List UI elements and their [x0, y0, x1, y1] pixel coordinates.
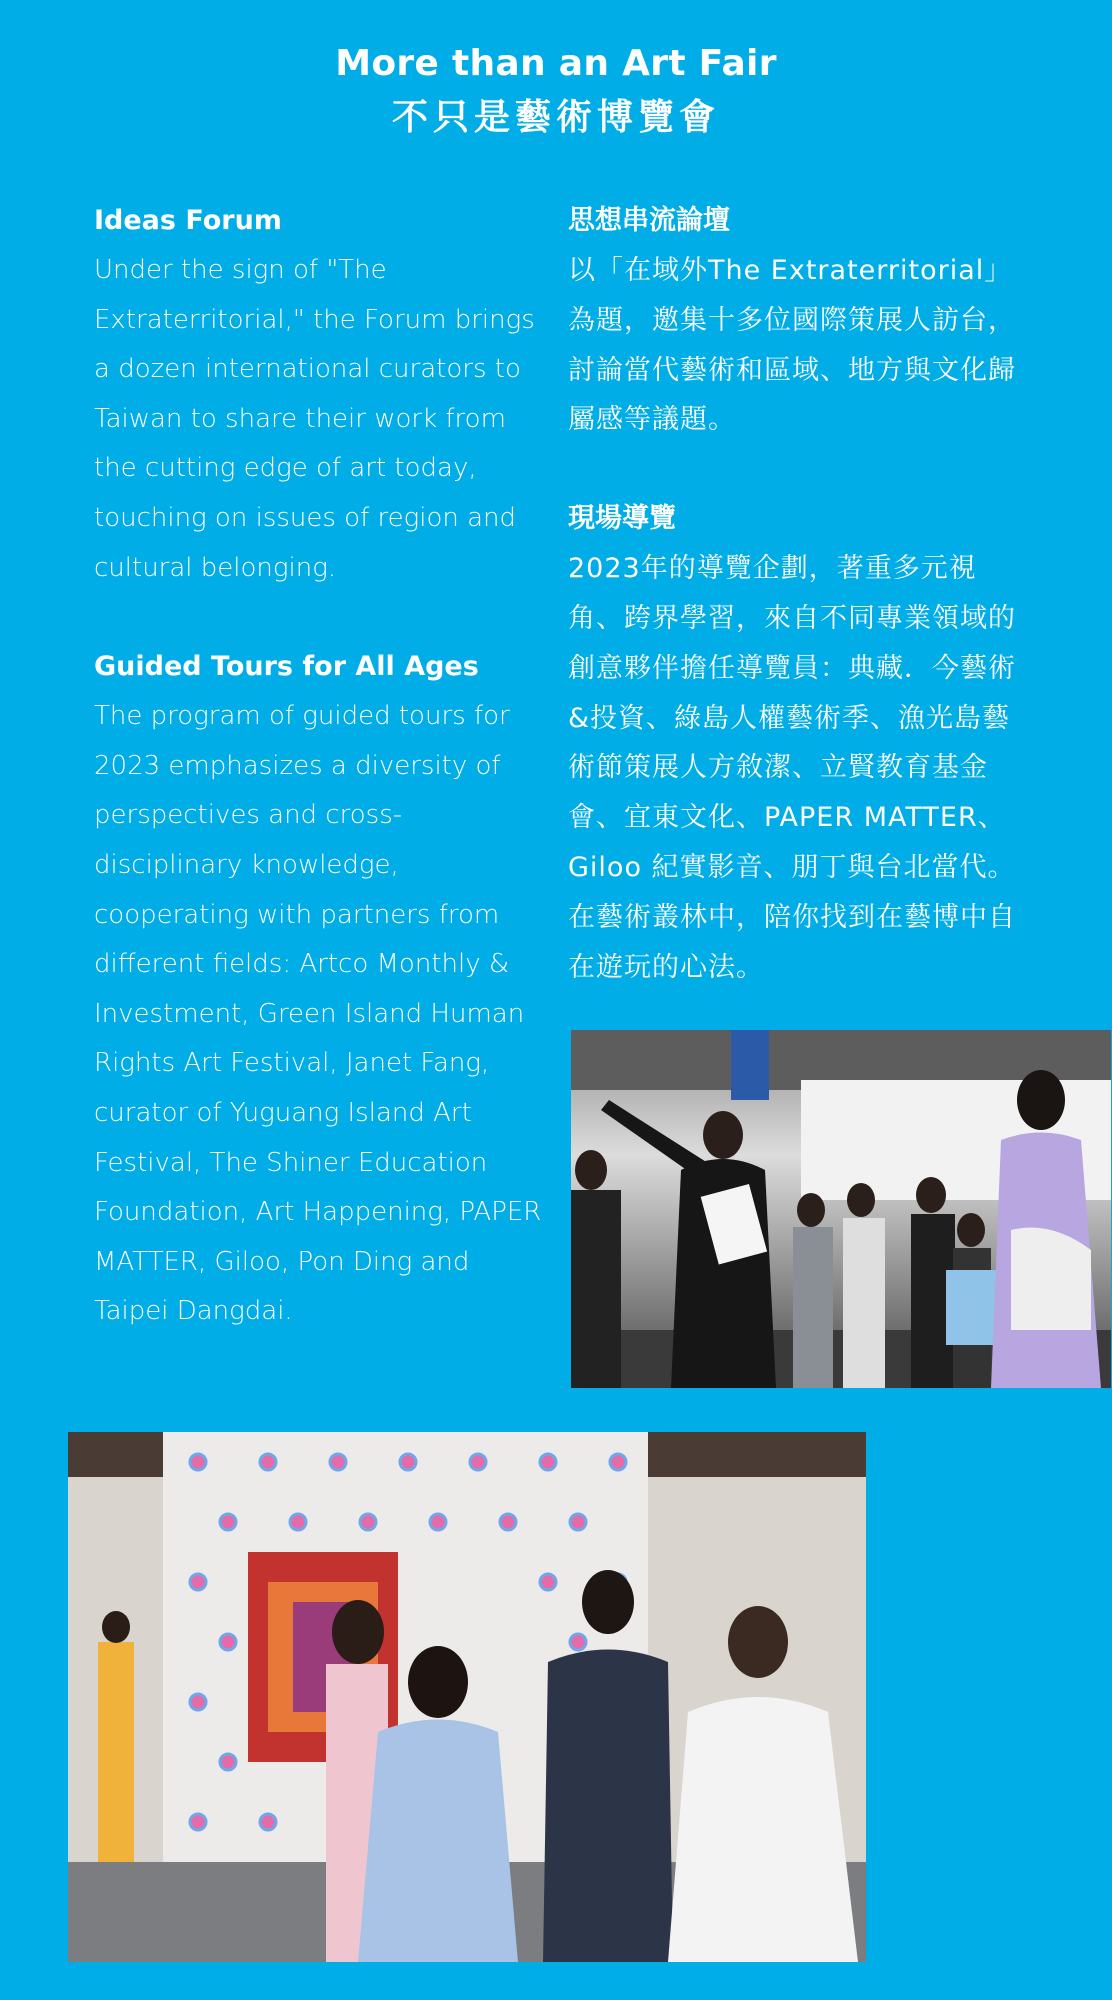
guided-tours-heading-zh: 現場導覽: [568, 503, 676, 535]
ideas-forum-heading-en: Ideas Forum: [94, 205, 282, 236]
art-fair-visitors-photo-illustration: [68, 1432, 866, 1962]
english-column: [94, 196, 544, 1337]
guided-tour-photo-illustration: [571, 1030, 1111, 1388]
guided-tour-photo: [571, 1030, 1111, 1388]
page-title-en: More than an Art Fair: [335, 43, 777, 84]
art-fair-visitors-photo: [68, 1432, 866, 1962]
guided-tours-body-zh: 2023年的導覽企劃，著重多元視角、跨界學習，來自不同專業領域的創意夥伴擔任導覽員：典藏．今藝術&投資、綠島人權藝術季、漁光島藝術節策展人方敘潔、立賢教育基金會、宜東文化、PAPER MATTER、Giloo 紀實影音、朋丁與台北當代。在藝術叢林中，陪你找到在藝博中自在遊玩的心法。: [568, 553, 1016, 983]
guided-tours-body-en: The program of guided tours for 2023 emphasizes a diversity of perspectives and cross-disciplinary knowledge, cooperating with partners from different fields: Artco Monthly & Investment, Green Island Human Rights Art Festival, Janet Fang, curator of Yuguang Island Art Festival, The Shiner Education Foundation, Art Happening, PAPER MATTER, Giloo, Pon Ding and Taipei Dangdai.: [94, 701, 542, 1327]
ideas-forum-body-en: Under the sign of "The Extraterritorial," the Forum brings a dozen international curators to Taiwan to share their work from the cutting edge of art today, touching on issues of region and cultural belonging.: [94, 255, 535, 583]
ideas-forum-body-zh: 以「在域外The Extraterritorial」為題，邀集十多位國際策展人訪台，討論當代藝術和區域、地方與文化歸屬感等議題。: [568, 255, 1016, 436]
page-title-zh: 不只是藝術博覽會: [391, 97, 720, 138]
guided-tours-heading-en: Guided Tours for All Ages: [94, 651, 479, 683]
page-header: [0, 38, 1112, 144]
ideas-forum-heading-zh: 思想串流論壇: [568, 205, 730, 236]
chinese-column: [568, 196, 1018, 992]
